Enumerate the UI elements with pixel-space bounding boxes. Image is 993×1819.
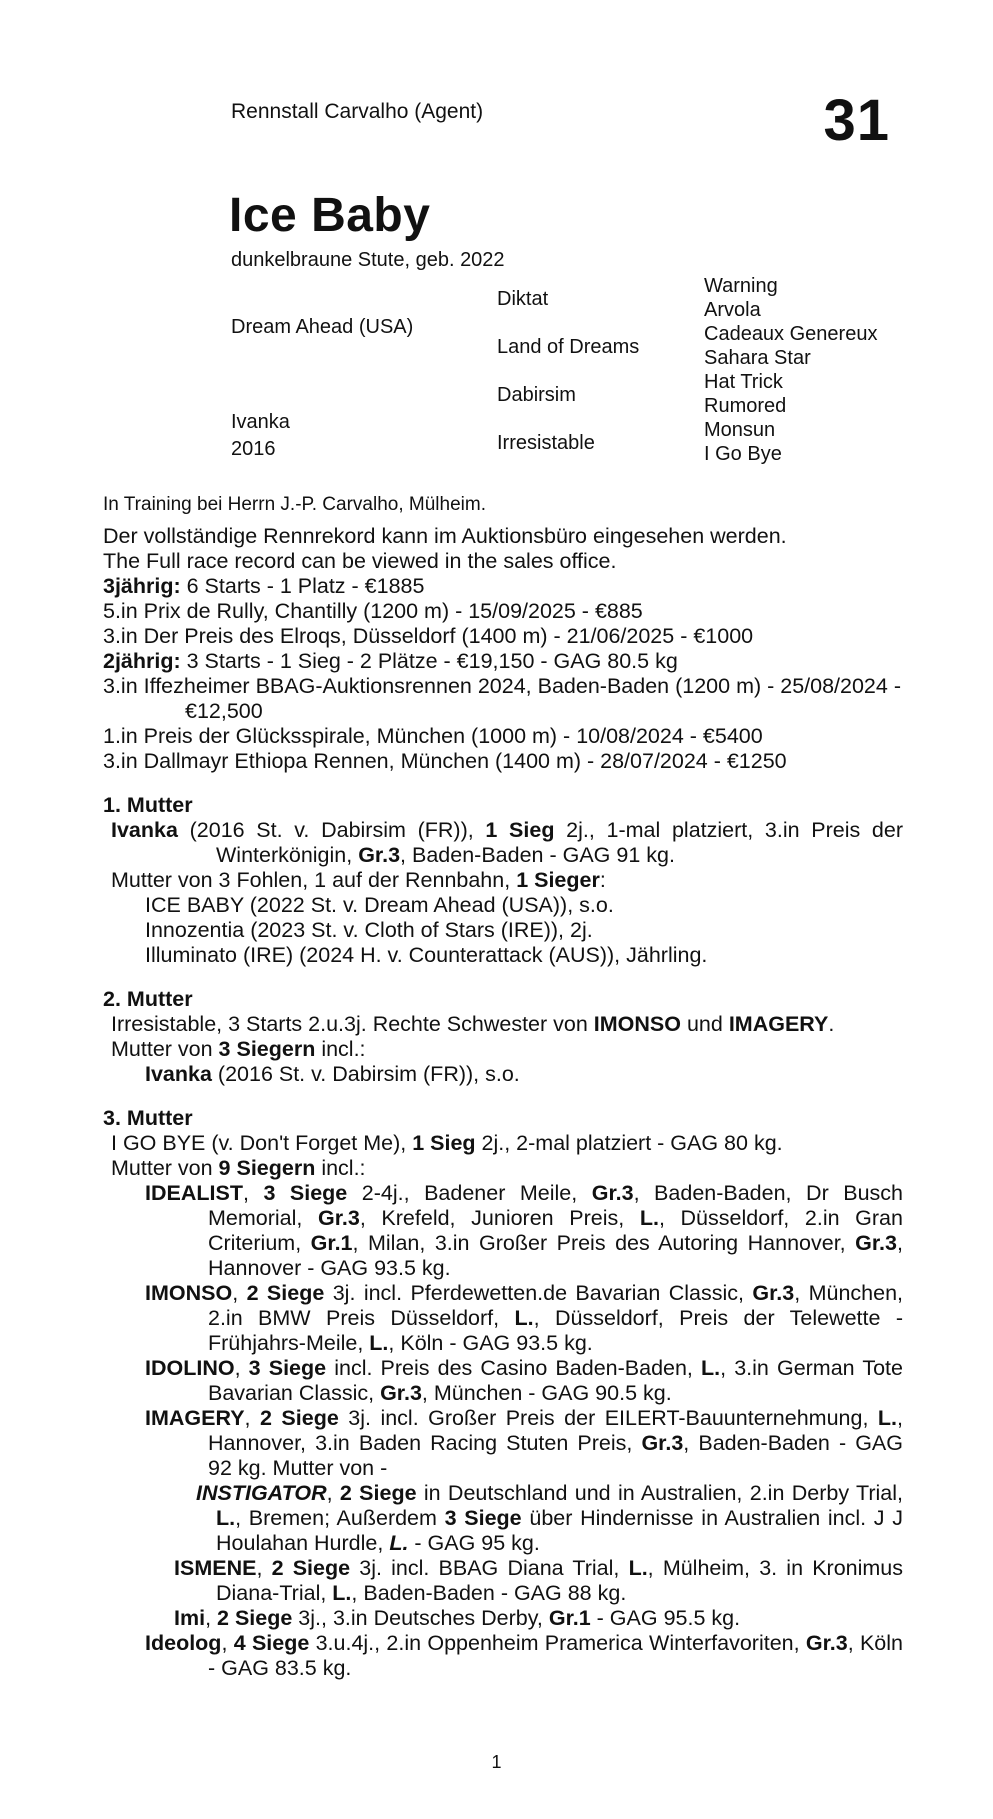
winner-entry-imagery: IMAGERY, 2 Siege 3j. incl. Großer Preis der EILERT-Bauunternehmung, L., Hannover, 3.in Baden Racing Stuten Preis, Gr.3, Baden-Baden - GAG 92 kg. Mutter von -	[145, 1406, 903, 1480]
foal-entry: Illuminato (IRE) (2024 H. v. Counterattack (AUS)), Jährling.	[145, 943, 708, 967]
winner-entry-idolino: IDOLINO, 3 Siege incl. Preis des Casino Baden-Baden, L., 3.in German Tote Bavarian Classic, Gr.3, München - GAG 90.5 kg.	[145, 1356, 903, 1405]
race-record-note-de: Der vollständige Rennrekord kann im Auktionsbüro eingesehen werden.	[103, 524, 787, 548]
consignor: Rennstall Carvalho (Agent)	[231, 100, 484, 123]
pedigree-sire-dam: Land of Dreams	[497, 336, 640, 358]
second-dam-entry: Irresistable, 3 Starts 2.u.3j. Rechte Schwester von IMONSO und IMAGERY.	[111, 1012, 835, 1036]
horse-name: Ice Baby	[229, 189, 431, 242]
third-dam-entry: I GO BYE (v. Don't Forget Me), 1 Sieg 2j., 2-mal platziert - GAG 80 kg.	[111, 1131, 783, 1155]
pedigree-dam-sire: Dabirsim	[497, 384, 576, 406]
pedigree-great-grandparent: Cadeaux Genereux	[704, 323, 878, 345]
pedigree-great-grandparent: Sahara Star	[704, 347, 811, 369]
race-result: 3.in Iffezheimer BBAG-Auktionsrennen 2024, Baden-Baden (1200 m) - 25/08/2024 - €12,500	[103, 674, 901, 723]
foal-entry: Innozentia (2023 St. v. Cloth of Stars (IRE)), 2j.	[145, 918, 593, 942]
winner-entry-ismene: ISMENE, 2 Siege 3j. incl. BBAG Diana Trial, L., Mülheim, 3. in Kronimus Diana-Trial, L., Baden-Baden - GAG 88 kg.	[174, 1556, 904, 1605]
third-dam-produce: Mutter von 9 Siegern incl.:	[111, 1156, 366, 1180]
pedigree-great-grandparent: I Go Bye	[704, 443, 782, 465]
pedigree-sire: Dream Ahead (USA)	[231, 316, 414, 338]
pedigree-great-grandparent: Hat Trick	[704, 371, 783, 393]
pedigree-great-grandparent: Arvola	[704, 299, 761, 321]
three-year-old-label: 3jährig:	[103, 574, 181, 598]
pedigree-dam-dam: Irresistable	[497, 432, 595, 454]
winner-entry-idealist: IDEALIST, 3 Siege 2-4j., Badener Meile, Gr.3, Baden-Baden, Dr Busch Memorial, Gr.3, Krefeld, Junioren Preis, L., Düsseldorf, 2.in Gran Criterium, Gr.1, Milan, 3.in Großer Preis des Autoring Hannover, Gr.3, Hannover - GAG 93.5 kg.	[145, 1181, 903, 1280]
race-result: 3.in Der Preis des Elroqs, Düsseldorf (1400 m) - 21/06/2025 - €1000	[103, 624, 754, 648]
three-year-old-summary: 3jährig: 6 Starts - 1 Platz - €1885	[103, 574, 425, 598]
race-result: 3.in Dallmayr Ethiopa Rennen, München (1400 m) - 28/07/2024 - €1250	[103, 749, 787, 773]
first-dam-entry: Ivanka (2016 St. v. Dabirsim (FR)), 1 Sieg 2j., 1-mal platziert, 3.in Preis der Winterkönigin, Gr.3, Baden-Baden - GAG 91 kg.	[111, 818, 904, 867]
page-number: 1	[491, 1752, 502, 1772]
pedigree-great-grandparent: Rumored	[704, 395, 787, 417]
two-year-old-summary: 2jährig: 3 Starts - 1 Sieg - 2 Plätze - €19,150 - GAG 80.5 kg	[103, 649, 678, 673]
two-year-old-label: 2jährig:	[103, 649, 181, 673]
catalogue-body	[103, 493, 903, 1681]
lot-number: 31	[823, 88, 890, 153]
second-dam-produce: Mutter von 3 Siegern incl.:	[111, 1037, 366, 1061]
third-dam-heading: 3. Mutter	[103, 1106, 193, 1130]
first-dam-produce: Mutter von 3 Fohlen, 1 auf der Rennbahn, 1 Sieger:	[111, 868, 606, 892]
first-dam-heading: 1. Mutter	[103, 793, 193, 817]
winner-entry-imonso: IMONSO, 2 Siege 3j. incl. Pferdewetten.de Bavarian Classic, Gr.3, München, 2.in BMW Preis Düsseldorf, L., Düsseldorf, Preis der Telewette - Frühjahrs-Meile, L., Köln - GAG 93.5 kg.	[145, 1281, 903, 1355]
second-dam-heading: 2. Mutter	[103, 987, 193, 1011]
pedigree-great-grandparent: Monsun	[704, 419, 776, 441]
winner-entry-imi: Imi, 2 Siege 3j., 3.in Deutsches Derby, Gr.1 - GAG 95.5 kg.	[174, 1606, 741, 1630]
pedigree-sire-sire: Diktat	[497, 288, 549, 310]
winner-entry-instigator: INSTIGATOR, 2 Siege in Deutschland und in Australien, 2.in Derby Trial, L., Bremen; Außerdem 3 Siege über Hindernisse in Australien incl. J J Houlahan Hurdle, L. - GAG 95 kg.	[196, 1481, 903, 1555]
winner-entry-ideolog: Ideolog, 4 Siege 3.u.4j., 2.in Oppenheim Pramerica Winterfavoriten, Gr.3, Köln - GAG 83.5 kg.	[145, 1631, 904, 1680]
pedigree-dam-year: 2016	[231, 438, 276, 460]
winner-entry: Ivanka (2016 St. v. Dabirsim (FR)), s.o.	[145, 1062, 520, 1086]
pedigree-great-grandparent: Warning	[704, 275, 778, 297]
foal-entry: ICE BABY (2022 St. v. Dream Ahead (USA)), s.o.	[145, 893, 614, 917]
race-result: 5.in Prix de Rully, Chantilly (1200 m) - 15/09/2025 - €885	[103, 599, 643, 623]
race-result: 1.in Preis der Glücksspirale, München (1000 m) - 10/08/2024 - €5400	[103, 724, 763, 748]
horse-subtitle: dunkelbraune Stute, geb. 2022	[231, 249, 505, 271]
race-record-note-en: The Full race record can be viewed in the sales office.	[103, 549, 617, 573]
pedigree-dam: Ivanka	[231, 411, 290, 433]
training-note: In Training bei Herrn J.-P. Carvalho, Mülheim.	[103, 494, 486, 515]
